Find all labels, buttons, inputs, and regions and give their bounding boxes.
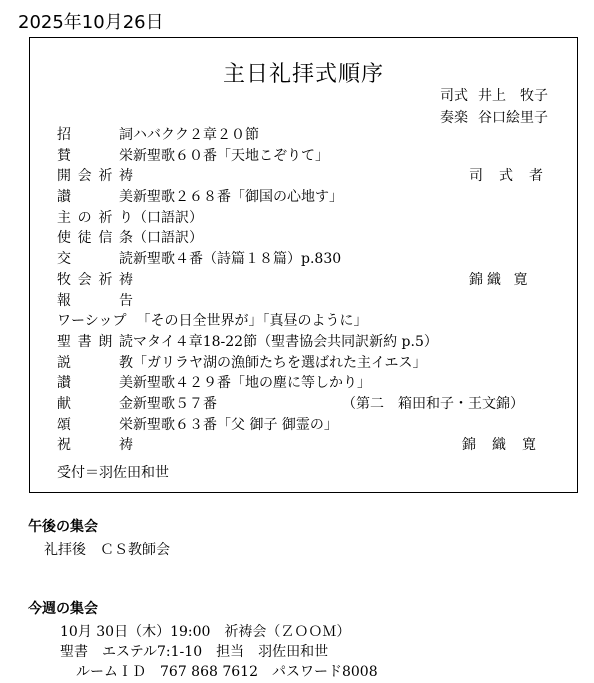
worship-order-box	[29, 37, 578, 493]
order-item	[57, 146, 567, 167]
organist-role: 奏楽	[440, 110, 468, 126]
order-item-content: （口語訳）	[133, 209, 203, 226]
order-item-content: （口語訳）	[133, 230, 203, 247]
weekly-line-2: 聖書 エステル7:1-10 担当 羽佐田和世	[60, 644, 329, 660]
weekly-heading: 今週の集会	[28, 601, 98, 617]
order-item-label: 聖書朗読	[57, 333, 133, 350]
order-item-content: 新聖歌６０番「天地こぞりて」	[133, 147, 329, 164]
afternoon-heading: 午後の集会	[28, 519, 98, 535]
order-item-label: 讃 美	[57, 375, 133, 392]
order-item-label: 讃 美	[57, 189, 133, 206]
order-item-person: 司式者	[469, 168, 559, 185]
officiant-role: 司式	[440, 88, 468, 104]
order-item-label: 説 教	[57, 354, 133, 371]
order-item-label: 使徒信条	[57, 230, 133, 247]
bulletin-date: 2025年10月26日	[18, 12, 164, 33]
order-item	[57, 270, 567, 291]
order-item-label: 主の祈り	[57, 209, 133, 226]
officiant-line	[440, 85, 548, 105]
order-item-label: ワーシップ	[57, 313, 127, 330]
order-item	[57, 311, 567, 332]
order-item-content: 「ガリラヤ湖の漁師たちを選ばれた主イエス」	[133, 354, 427, 371]
order-item	[57, 125, 567, 146]
order-item	[57, 415, 567, 436]
order-item	[57, 353, 567, 374]
order-item-content: 新聖歌５７番	[133, 395, 217, 412]
order-item	[57, 187, 567, 208]
order-item-label: 賛 栄	[57, 147, 133, 164]
reception-note: 受付＝羽佐田和世	[57, 465, 169, 481]
order-item-label: 牧会祈祷	[57, 271, 133, 288]
order-item	[57, 166, 567, 187]
order-item-label: 報 告	[57, 292, 133, 309]
order-item	[57, 249, 567, 270]
order-item	[57, 373, 567, 394]
order-item-content: 新聖歌２６８番「御国の心地す」	[133, 189, 343, 206]
order-item-label: 開会祈祷	[57, 168, 133, 185]
order-item-person: （第二 箱田和子・王文錦）	[342, 395, 524, 412]
order-item-label: 祝 祷	[57, 437, 133, 454]
weekly-line-1: 10月 30日（木）19:00 祈祷会（ＺＯＯＭ）	[60, 624, 351, 640]
order-item	[57, 228, 567, 249]
order-item-content: 新聖歌６３番「父 御子 御霊の」	[133, 416, 338, 433]
order-item-label: 交 読	[57, 251, 133, 268]
order-item	[57, 435, 567, 456]
order-item-label: 招 詞	[57, 127, 133, 143]
organist-line	[440, 107, 548, 127]
order-item	[57, 394, 567, 415]
afternoon-line: 礼拝後 ＣＳ教師会	[44, 542, 170, 558]
order-item-content: 新聖歌４２９番「地の塵に等しかり」	[133, 375, 371, 392]
order-item-label: 頌 栄	[57, 416, 133, 433]
order-item-content: 新聖歌４番（詩篇１８篇）p.830	[133, 251, 342, 268]
order-item-person: 錦織寛	[462, 437, 552, 454]
order-item	[57, 208, 567, 229]
order-list	[57, 125, 567, 456]
order-item	[57, 291, 567, 312]
weekly-line-3: ルームＩＤ 767 868 7612 パスワード8008	[76, 664, 378, 680]
order-item	[57, 332, 567, 353]
order-item-label: 献 金	[57, 395, 133, 412]
order-item-content: 「その日全世界が」「真昼のように」	[136, 313, 368, 330]
organist-name: 谷口絵里子	[478, 110, 548, 126]
order-item-content: マタイ４章18-22節（聖書協会共同訳新約 p.5）	[133, 333, 438, 350]
order-item-content: ハバクク２章２０節	[133, 127, 259, 143]
order-item-person: 錦織 寛	[469, 271, 532, 288]
officiant-name: 井上 牧子	[478, 88, 548, 104]
program-title: 主日礼拝式順序	[222, 62, 384, 87]
